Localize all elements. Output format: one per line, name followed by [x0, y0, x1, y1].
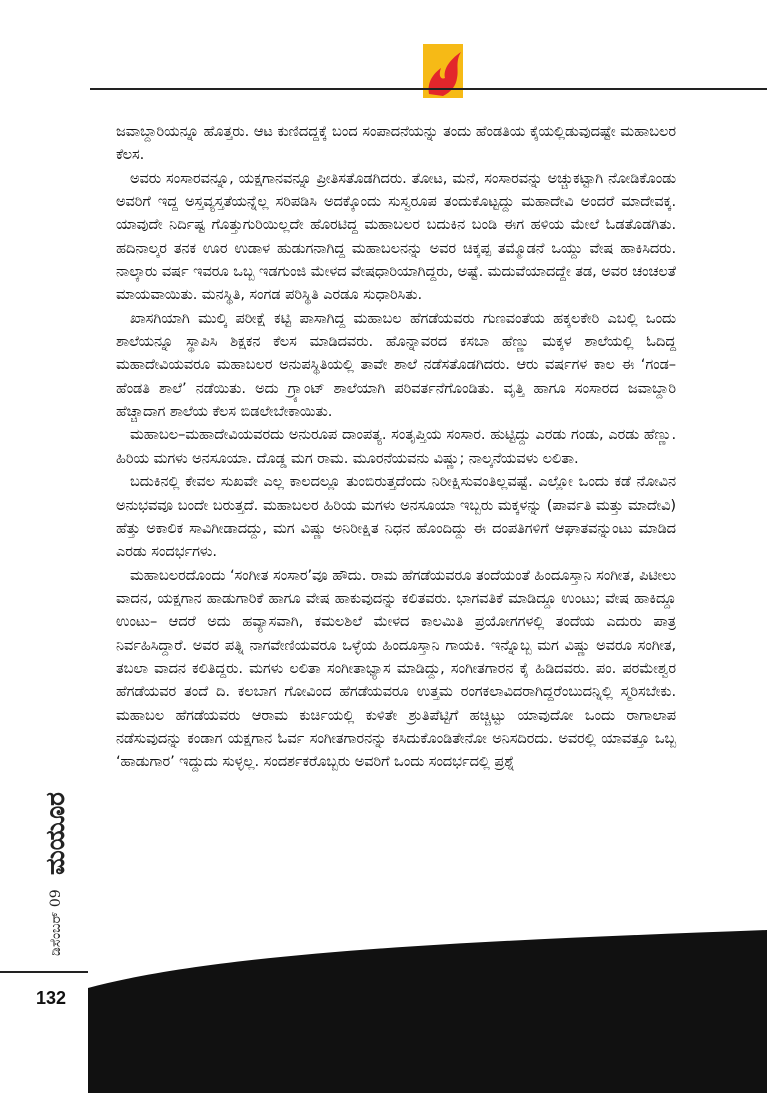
paragraph: ಬದುಕಿನಲ್ಲಿ ಕೇವಲ ಸುಖವೇ ಎಲ್ಲ ಕಾಲದಲ್ಲೂ ತುಂಬಿರುತ್ತದೆಂದು ನಿರೀಕ್ಷಿಸುವಂತಿಲ್ಲವಷ್ಟೆ. ಎಲ್ಲೋ ಒಂದು ಕಡೆ ನೋವಿನ ಅನುಭವವೂ ಬಂದೇ ಬರುತ್ತದೆ. ಮಹಾಬಲರ ಹಿರಿಯ ಮಗಳು ಅನಸೂಯಾ ಇಬ್ಬರು ಮಕ್ಕಳನ್ನು (ಪಾರ್ವತಿ ಮತ್ತು ಮಾದೇವಿ) ಹೆತ್ತು ಅಕಾಲಿಕ ಸಾವಿಗೀಡಾದದ್ದು, ಮಗ ವಿಷ್ಣು ಅನಿರೀಕ್ಷಿತ ನಿಧನ ಹೊಂದಿದ್ದು ಈ ದಂಪತಿಗಳಿಗೆ ಆಘಾತವನ್ನುಂಟು ಮಾಡಿದ ಎರಡು ಸಂದರ್ಭಗಳು. [116, 473, 676, 561]
article-body [116, 120, 676, 774]
footer-swoosh [0, 930, 767, 1093]
paragraph: ಮಹಾಬಲರದೊಂದು ‘ಸಂಗೀತ ಸಂಸಾರ’ವೂ ಹೌದು. ರಾಮ ಹೆಗಡೆಯವರೂ ತಂದೆಯಂತೆ ಹಿಂದೂಸ್ತಾನಿ ಸಂಗೀತ, ಪಿಟೀಲು ವಾದನ, ಯಕ್ಷಗಾನ ಹಾಡುಗಾರಿಕೆ ಹಾಗೂ ವೇಷ ಹಾಕುವುದನ್ನು ಕಲಿತವರು. ಭಾಗವತಿಕೆ ಮಾಡಿದ್ದೂ ಉಂಟು; ವೇಷ ಹಾಕಿದ್ದೂ ಉಂಟು– ಆದರೆ ಅದು ಹವ್ಯಾಸವಾಗಿ, ಕಮಲಶಿಲೆ ಮೇಳದ ಕಾಲಮಿತಿ ಪ್ರಯೋಗಗಳಲ್ಲಿ ತಂದೆಯ ಎದುರು ಪಾತ್ರ ನಿರ್ವಹಿಸಿದ್ದಾರೆ. ಅವರ ಪತ್ನಿ ನಾಗವೇಣಿಯವರೂ ಒಳ್ಳೆಯ ಹಿಂದೂಸ್ತಾನಿ ಗಾಯಕಿ. ಇನ್ನೊಬ್ಬ ಮಗ ವಿಷ್ಣು ಅವರೂ ಸಂಗೀತ, ತಬಲಾ ವಾದನ ಕಲಿತಿದ್ದರು. ಮಗಳು ಲಲಿತಾ ಸಂಗೀತಾಭ್ಯಾಸ ಮಾಡಿದ್ದು, ಸಂಗೀತಗಾರನ ಕೈ ಹಿಡಿದವರು. ಪಂ. ಪರಮೇಶ್ವರ ಹೆಗಡೆಯವರ ತಂದೆ ದಿ. ಕಲಬಾಗ ಗೋವಿಂದ ಹೆಗಡೆಯವರೂ ಉತ್ತಮ ರಂಗಕಲಾವಿದರಾಗಿದ್ದರೆಂಬುದನ್ನಿಲ್ಲಿ ಸ್ಮರಿಸಬೇಕು. ಮಹಾಬಲ ಹೆಗಡೆಯವರು ಆರಾಮ ಕುರ್ಚಿಯಲ್ಲಿ ಕುಳಿತೇ ಶ್ರುತಿಪೆಟ್ಟಿಗೆ ಹಚ್ಚಿಟ್ಟು ಯಾವುದೋ ಒಂದು ರಾಗಾಲಾಪ ನಡೆಸುವುದನ್ನು ಕಂಡಾಗ ಯಕ್ಷಗಾನ ಓರ್ವ ಸಂಗೀತಗಾರನನ್ನು ಕಸಿದುಕೊಂಡಿತೇನೋ ಅನಿಸದಿರದು. ಅವರಲ್ಲಿ ಯಾವತ್ತೂ ಒಬ್ಬ ‘ಹಾಡುಗಾರ’ ಇದ್ದುದು ಸುಳ್ಳಲ್ಲ. ಸಂದರ್ಶಕರೊಬ್ಬರು ಅವರಿಗೆ ಒಂದು ಸಂದರ್ಭದಲ್ಲಿ ಪ್ರಶ್ನೆ [116, 566, 676, 771]
paragraph: ಖಾಸಗಿಯಾಗಿ ಮುಲ್ಕಿ ಪರೀಕ್ಷೆ ಕಟ್ಟಿ ಪಾಸಾಗಿದ್ದ ಮಹಾಬಲ ಹೆಗಡೆಯವರು ಗುಣವಂತೆಯ ಹಕ್ಕಲಕೇರಿ ಎಬಲ್ಲಿ ಒಂದು ಶಾಲೆಯನ್ನೂ ಸ್ಥಾಪಿಸಿ ಶಿಕ್ಷಕನ ಕೆಲಸ ಮಾಡಿದವರು. ಹೊನ್ನಾವರದ ಕಸಬಾ ಹೆಣ್ಣು ಮಕ್ಕಳ ಶಾಲೆಯಲ್ಲಿ ಓದಿದ್ದ ಮಹಾದೇವಿಯವರೂ ಮಹಾಬಲರ ಅನುಪಸ್ಥಿತಿಯಲ್ಲಿ ತಾವೇ ಶಾಲೆ ನಡೆಸತೊಡಗಿದರು. ಆರು ವರ್ಷಗಳ ಕಾಲ ಈ ‘ಗಂಡ–ಹೆಂಡತಿ ಶಾಲೆ’ ನಡೆಯಿತು. ಅದು ಗ್ರ್ಯಾಂಟ್ ಶಾಲೆಯಾಗಿ ಪರಿವರ್ತನೆಗೊಂಡಿತು. ವೃತ್ತಿ ಹಾಗೂ ಸಂಸಾರದ ಜವಾಬ್ದಾರಿ ಹೆಚ್ಚಾದಾಗ ಶಾಲೆಯ ಕೆಲಸ ಬಿಡಲೇಬೇಕಾಯಿತು. [116, 309, 676, 421]
paragraph: ಅವರು ಸಂಸಾರವನ್ನೂ, ಯಕ್ಷಗಾನವನ್ನೂ ಪ್ರೀತಿಸತೊಡಗಿದರು. ತೋಟ, ಮನೆ, ಸಂಸಾರವನ್ನು ಅಚ್ಚುಕಟ್ಟಾಗಿ ನೋಡಿಕೊಂಡು ಅವರಿಗೆ ಇದ್ದ ಅಸ್ತವ್ಯಸ್ತತೆಯನ್ನೆಲ್ಲ ಸರಿಪಡಿಸಿ ಅದಕ್ಕೊಂದು ಸುಸ್ವರೂಪ ತಂದುಕೊಟ್ಟದ್ದು ಮಹಾದೇವಿ ಅಂದರೆ ಮಾದೇವಕ್ಕ. ಯಾವುದೇ ನಿರ್ದಿಷ್ಟ ಗೊತ್ತುಗುರಿಯಿಲ್ಲದೇ ಹೊರಟಿದ್ದ ಮಹಾಬಲರ ಬದುಕಿನ ಬಂಡಿ ಈಗ ಹಳಿಯ ಮೇಲೆ ಓಡತೊಡಗಿತು. ಹದಿನಾಲ್ಕರ ತನಕ ಊರ ಉಡಾಳ ಹುಡುಗನಾಗಿದ್ದ ಮಹಾಬಲನನ್ನು ಅವರ ಚಿಕ್ಕಪ್ಪ ತಮ್ಮೊಡನೆ ಒಯ್ದು ವೇಷ ಹಾಕಿಸಿದರು. ನಾಲ್ಕಾರು ವರ್ಷ ಇವರೂ ಒಬ್ಬ ಇಡಗುಂಜಿ ಮೇಳದ ವೇಷಧಾರಿಯಾಗಿದ್ದರು, ಅಷ್ಟೆ. ಮದುವೆಯಾದದ್ದೇ ತಡ, ಅವರ ಚಂಚಲತೆ ಮಾಯವಾಯಿತು. ಮನಸ್ಥಿತಿ, ಸಂಗಡ ಪರಿಸ್ಥಿತಿ ಎರಡೂ ಸುಧಾರಿಸಿತು. [116, 169, 676, 304]
page-number: 132 [36, 988, 67, 1008]
issue-date: ಡಿಸೆಂಬರ್ 09 [48, 889, 64, 956]
paragraph: ಮಹಾಬಲ–ಮಹಾದೇವಿಯವರದು ಅನುರೂಪ ದಾಂಪತ್ಯ. ಸಂತೃಪ್ತಿಯ ಸಂಸಾರ. ಹುಟ್ಟಿದ್ದು ಎರಡು ಗಂಡು, ಎರಡು ಹೆಣ್ಣು. ಹಿರಿಯ ಮಗಳು ಅನಸೂಯಾ. ದೊಡ್ಡ ಮಗ ರಾಮ. ಮೂರನೆಯವನು ವಿಷ್ಣು; ನಾಲ್ಕನೆಯವಳು ಲಲಿತಾ. [116, 426, 676, 467]
header-rule [90, 88, 767, 90]
paragraph: ಜವಾಬ್ದಾರಿಯನ್ನೂ ಹೊತ್ತರು. ಆಟ ಕುಣಿದದ್ದಕ್ಕೆ ಬಂದ ಸಂಪಾದನೆಯನ್ನು ತಂದು ಹೆಂಡತಿಯ ಕೈಯಲ್ಲಿಡುವುದಷ್ಟೇ ಮಹಾಬಲರ ಕೆಲಸ. [116, 123, 676, 164]
magazine-name: ಮಯೂರ [41, 792, 71, 876]
